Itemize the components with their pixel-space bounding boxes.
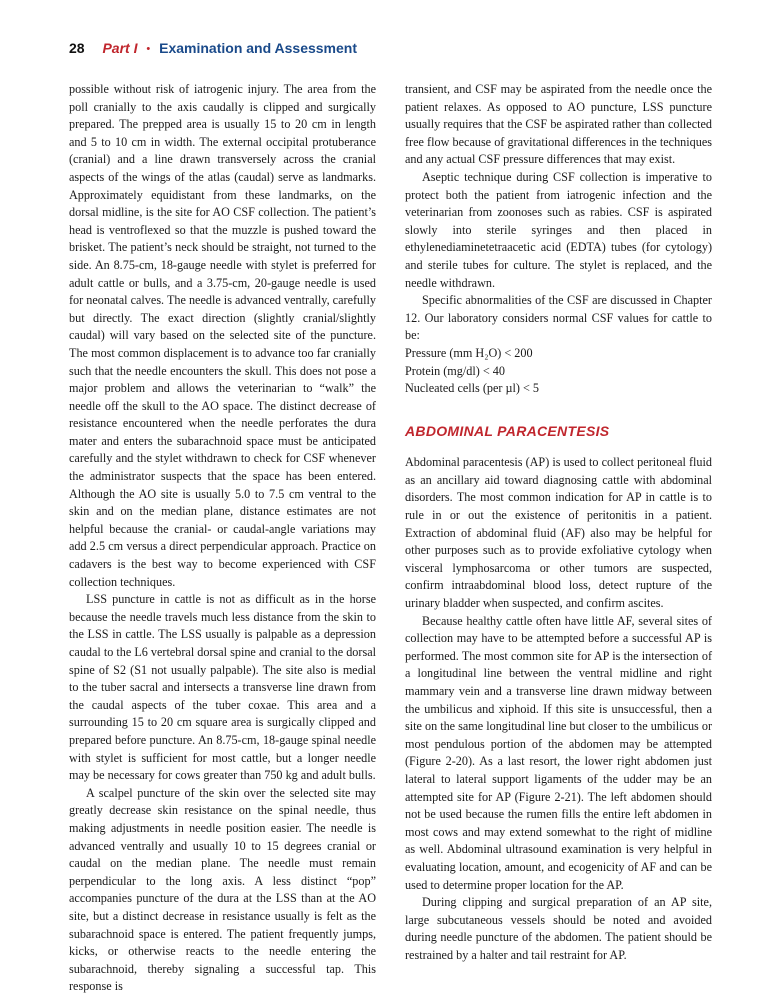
section-title: Examination and Assessment [159,40,358,56]
paragraph: A scalpel puncture of the skin over the selected site may greatly decrease skin resistance on the spinal needle, thus making adjustments in needle position easier. The needle is advanced ventrally and usually 10 to 15 degrees cranial or caudal on the median plane. The needle must remain perpendicular to the long axis. A less distinct “pop” accompanies puncture of the dura at the LSS than at the AO site, but a distinct decrease in resistance usually is felt as the subarachnoid space is entered. The patient frequently jumps, kicks, or otherwise reacts to the needle entering the subarachnoid, thereby signaling a successful tap. This response is [69,785,376,994]
section-heading: ABDOMINAL PARACENTESIS [405,422,610,439]
header-separator: • [146,43,151,55]
csf-value-nucleated-cells: Nucleated cells (per µl) < 5 [405,381,540,396]
running-header [69,40,357,60]
paragraph: Aseptic technique during CSF collection is imperative to protect both the patient from iatrogenic infection and the veterinarian from zoonoses such as rabies. CSF is aspirated slowly into sterile syringes and then placed in ethylenediaminetetraacetic acid (EDTA) tubes (for cytology) and sterile tubes for culture. The stylet is replaced, and the needle withdrawn. [405,169,712,290]
csf-value-protein: Protein (mg/dl) < 40 [405,363,505,378]
paragraph: possible without risk of iatrogenic injury. The area from the poll cranially to the axis caudally is clipped and surgically prepared. The prepped area is usually 15 to 20 cm in length and 5 to 10 cm in width. The external occipital protuberance (cranial) and a line drawn transversely across the cranial aspects of the wings of the atlas (caudal) serve as landmarks. Approximately equidistant from these landmarks, on the dorsal midline, is the site for AO CSF collection. The patient’s head is ventroflexed so that the muzzle is pushed toward the brisket. The patient’s neck should be straight, not turned to the side. An 8.75-cm, 18-gauge needle with stylet is preferred for adult cattle or bulls, and a 3.75-cm, 20-gauge needle is used for neonatal calves. The needle is advanced ventrally, carefully but directly. The exact direction (slightly cranial/slightly caudal) will vary based on the selected site of the puncture. The most common displacement is to advance too far cranially such that the needle encounters the skull. This does not pose a major problem and allows the veterinarian to “walk” the needle off the skull to the AO space. The distinct decrease of resistance encountered when the needle perforates the dura mater and enters the subarachnoid space must be anticipated carefully and the stylet withdrawn to check for CSF whenever the administrator suspects that the space has been entered. Although the AO site is usually 5.0 to 7.5 cm ventral to the skin and on the median plane, distance estimates are not helpful because the cranial- or caudal-angle variations may add 2.5 cm versus a direct perpendicular approach. Practice on cadavers is the best way to become experienced with CSF collection techniques. [69,82,376,589]
paragraph: Specific abnormalities of the CSF are discussed in Chapter 12. Our laboratory considers normal CSF values for cattle to be: [405,293,712,343]
csf-value-pressure: Pressure (mm H₂O) < 200 [405,345,533,360]
paragraph: Abdominal paracentesis (AP) is used to collect peritoneal fluid as an ancillary aid toward diagnosing cattle with abdominal disorders. The most common indication for AP in cattle is to rule in or out the existence of peritonitis in a patient. Extraction of abdominal fluid (AF) also may be helpful for other purposes such as to provide exfoliative cytology when visceral lymphosarcoma or other tumors are suspected, confirm intraabdominal blood loss, detect rupture of the urinary bladder when suspected, and confirm ascites. [405,455,712,611]
paragraph: LSS puncture in cattle is not as difficult as in the horse because the needle travels much less distance from the skin to the LSS in cattle. The LSS usually is palpable as a depression caudal to the L6 vertebral dorsal spine and cranial to the dorsal spine of S2 (S1 not usually palpable). The site also is medial to the tuber sacral and intersects a transverse line drawn from the caudal aspects of the tuber coxae. This area and a surrounding 15 to 20 cm square area is surgically clipped and prepared before puncture. An 8.75-cm, 18-gauge spinal needle with stylet is sufficient for most cattle, but a longer needle may be necessary for cows greater than 750 kg and adult bulls. [69,592,376,783]
paragraph: Because healthy cattle often have little AF, several sites of collection may have to be attempted before a successful AP is performed. The most common site for AP is the intersection of a longitudinal line between the ventral midline and right mammary vein and a transverse line drawn midway between the umbilicus and xiphoid. If this site is unsuccessful, then a site on the same longitudinal line but closer to the umbilicus or most pendulous portion of the abdomen may be attempted (Figure 2-20). As a last resort, the lower right abdomen just lateral to lateral support ligaments of the udder may be an attempted site for AP (Figure 2-21). The left abdomen should not be used because the rumen fills the entire left abdomen in most cows and may extend somewhat to the right of midline as well. Abdominal ultrasound examination is very helpful in evaluating location, amount, and ecogenicity of AF and can be used to determine proper location for the AP. [405,613,713,892]
right-column [405,81,712,965]
left-column [69,81,376,996]
page-number: 28 [69,40,85,56]
part-label: Part I [102,40,138,56]
paragraph: During clipping and surgical preparation of an AP site, large subcutaneous vessels should be noted and avoided during needle puncture of the abdomen. The patient should be restrained by a halter and tail restraint for AP. [405,895,712,962]
paragraph: transient, and CSF may be aspirated from the needle once the patient relaxes. As opposed to AO puncture, LSS puncture usually requires that the CSF be aspirated rather than collected free flow because of gravitational differences in the techniques and any actual CSF pressure differences that may exist. [405,82,712,167]
